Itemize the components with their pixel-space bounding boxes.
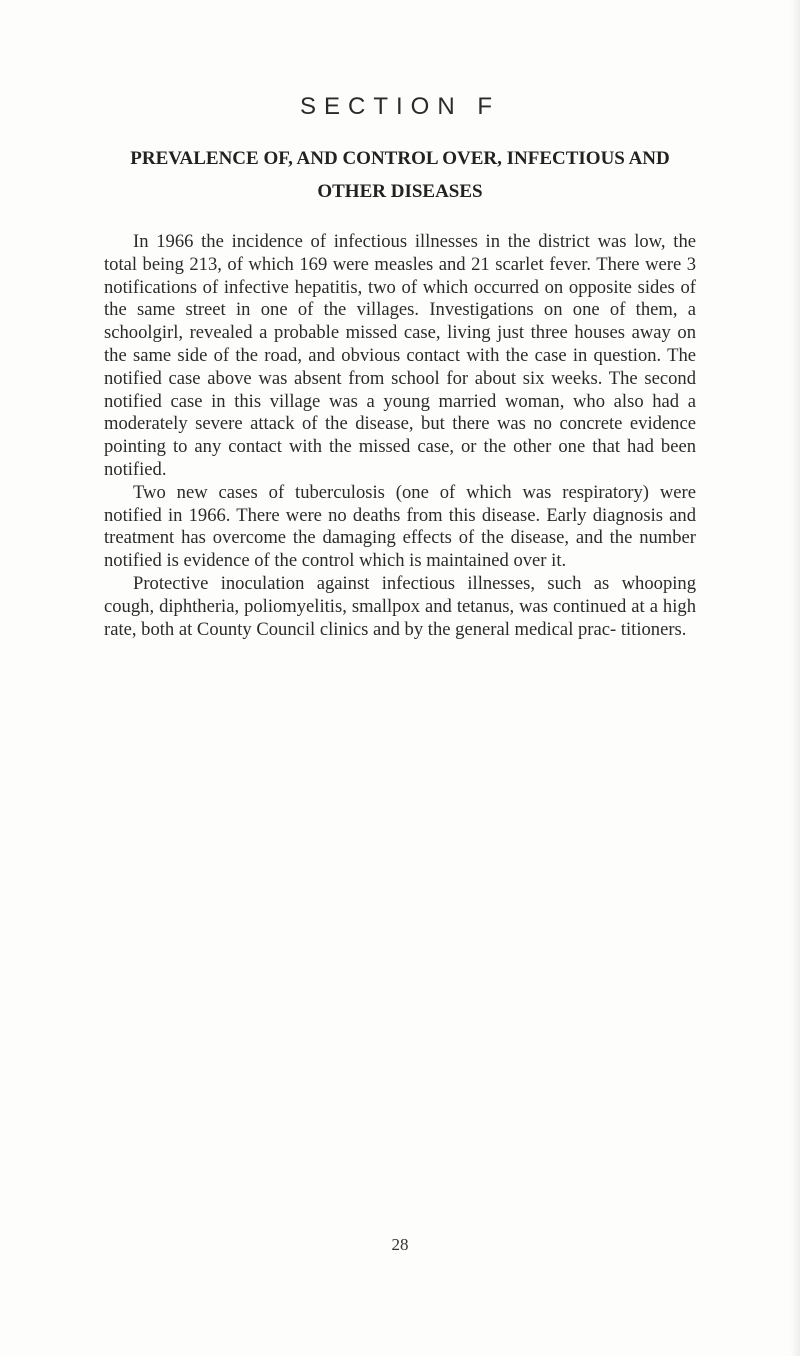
- page-edge-shadow: [790, 0, 800, 1356]
- page-number: 28: [391, 1235, 409, 1254]
- paragraph-infectious-illnesses: In 1966 the incidence of infectious illnesses in the district was low, the total being 213, of which 169 were measles and 21 scarlet fever. There were 3 notifications of infective hepatitis, two of which occurred on opposite sides of the same street in one of the villages. Investigations on one of them, a schoolgirl, revealed a probable missed case, living just three houses away on the same side of the road, and obvious contact with the case in question. The notified case above was absent from school for about six weeks. The second notified case in this village was a young married woman, who also had a moderately severe attack of the disease, but there was no concrete evidence pointing to any contact with the missed case, or the other one that had been notified.: [104, 231, 696, 480]
- paragraph-tuberculosis: Two new cases of tuberculosis (one of which was respiratory) were notified in 1966. There were no deaths from this disease. Early diagnosis and treatment has overcome the damaging effects of the disease, and the number notified is evidence of the control which is maintained over it.: [104, 481, 696, 572]
- body-text: [104, 231, 696, 641]
- section-label: SECTION F: [299, 93, 500, 120]
- paragraph-inoculation: Protective inoculation against infectious illnesses, such as whooping cough, diphtheria, poliomyelitis, smallpox and tetanus, was continued at a high rate, both at County Council clinics and by the general medical prac- titioners.: [104, 572, 696, 640]
- page-title: PREVALENCE OF, AND CONTROL OVER, INFECTIOUS AND OTHER DISEASES: [130, 148, 670, 202]
